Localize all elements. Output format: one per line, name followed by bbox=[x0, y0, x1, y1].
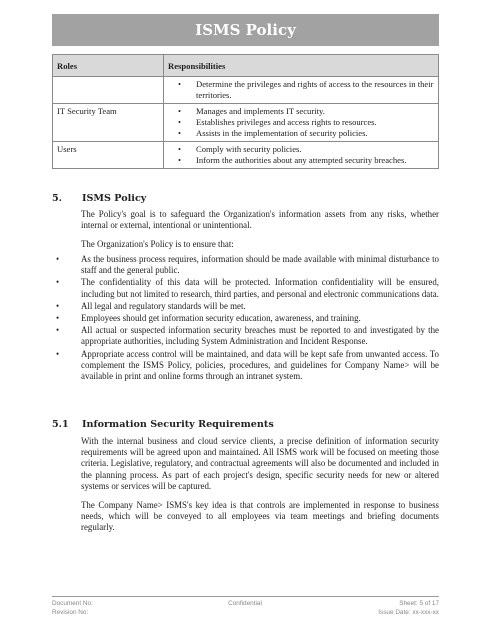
page-title: ISMS Policy bbox=[195, 21, 296, 39]
responsibility-cell bbox=[164, 77, 439, 104]
header-roles: Roles bbox=[53, 55, 164, 77]
section-number: 5. bbox=[52, 193, 63, 204]
section-5-heading bbox=[52, 193, 146, 204]
responsibility-cell bbox=[164, 104, 439, 142]
section-5-1-paragraph-1: With the internal business and cloud service clients, a precise definition of information security requirements will be agreed upon and maintained. All ISMS work will be focused on meeting those criteria. Legislative, regulatory, and contractual agreements will also be documented and included in the planning process. As part of each project's design, specific security needs for new or altered systems or services will be captured. bbox=[81, 436, 439, 491]
subsection-title: Information Security Requirements bbox=[82, 419, 274, 430]
responsibility-cell bbox=[164, 142, 439, 169]
title-banner bbox=[52, 14, 439, 46]
policy-bullet-list bbox=[52, 254, 439, 383]
footer-confidential: Confidential bbox=[228, 600, 262, 607]
header-responsibilities: Responsibilities bbox=[164, 55, 439, 77]
role-cell: IT Security Team bbox=[53, 104, 164, 142]
section-title: ISMS Policy bbox=[82, 193, 147, 204]
list-item: • Employees should get information security education, awareness, and training. bbox=[52, 313, 439, 324]
section-5-1-heading bbox=[52, 419, 274, 430]
list-item: • All actual or suspected information security breaches must be reported to and investigated by the appropriate authorities, including System Administration and Incident Response. bbox=[52, 325, 439, 347]
list-item: • As the business process requires, information should be made available with minimal disturbance to staff and the general public. bbox=[52, 254, 439, 276]
section-5-1-paragraph-2: The Company Name> ISMS's key idea is that controls are implemented in response to business needs, which will be conveyed to all employees via team meetings and briefing documents regularly. bbox=[81, 500, 439, 533]
footer-revision-no: Revision No: bbox=[52, 609, 89, 616]
table-row bbox=[53, 77, 439, 104]
responsibility-item: • Establishes privileges and access rights to resources. bbox=[196, 117, 434, 128]
responsibility-item: • Determine the privileges and rights of access to the resources in their territories. bbox=[196, 79, 434, 101]
table-row bbox=[53, 142, 439, 169]
table-row bbox=[53, 104, 439, 142]
footer-document-no: Document No: bbox=[52, 600, 93, 607]
responsibility-item: • Comply with security policies. bbox=[196, 144, 434, 155]
footer-issue-date: Issue Date: xx-xxx-xx bbox=[378, 609, 439, 616]
table-header-row bbox=[53, 55, 439, 77]
list-item: • All legal and regulatory standards will be met. bbox=[52, 301, 439, 312]
section-5-intro: The Policy's goal is to safeguard the Organization's information assets from any risks, whether internal or external, intentional or unintentional. bbox=[81, 209, 439, 231]
role-cell: Users bbox=[53, 142, 164, 169]
section-5-lead: The Organization's Policy is to ensure that: bbox=[81, 239, 234, 249]
responsibility-item: • Inform the authorities about any attempted security breaches. bbox=[196, 155, 434, 166]
subsection-number: 5.1 bbox=[52, 419, 69, 430]
role-cell bbox=[53, 77, 164, 104]
responsibilities-table bbox=[52, 54, 439, 169]
responsibility-item: • Assists in the implementation of security policies. bbox=[196, 128, 434, 139]
responsibility-item: • Manages and implements IT security. bbox=[196, 106, 434, 117]
list-item: • Appropriate access control will be maintained, and data will be kept safe from unwanted access. To complement the ISMS Policy, policies, procedures, and guidelines for Company Name> will be available in print and online forms through an intranet system. bbox=[52, 349, 439, 383]
footer-divider bbox=[52, 596, 439, 597]
footer-sheet: Sheet: 5 of 17 bbox=[399, 600, 439, 607]
list-item: • The confidentiality of this data will be protected. Information confidentiality will be ensured, including but not limited to research, third parties, and personal and electronic communications data. bbox=[52, 277, 439, 299]
